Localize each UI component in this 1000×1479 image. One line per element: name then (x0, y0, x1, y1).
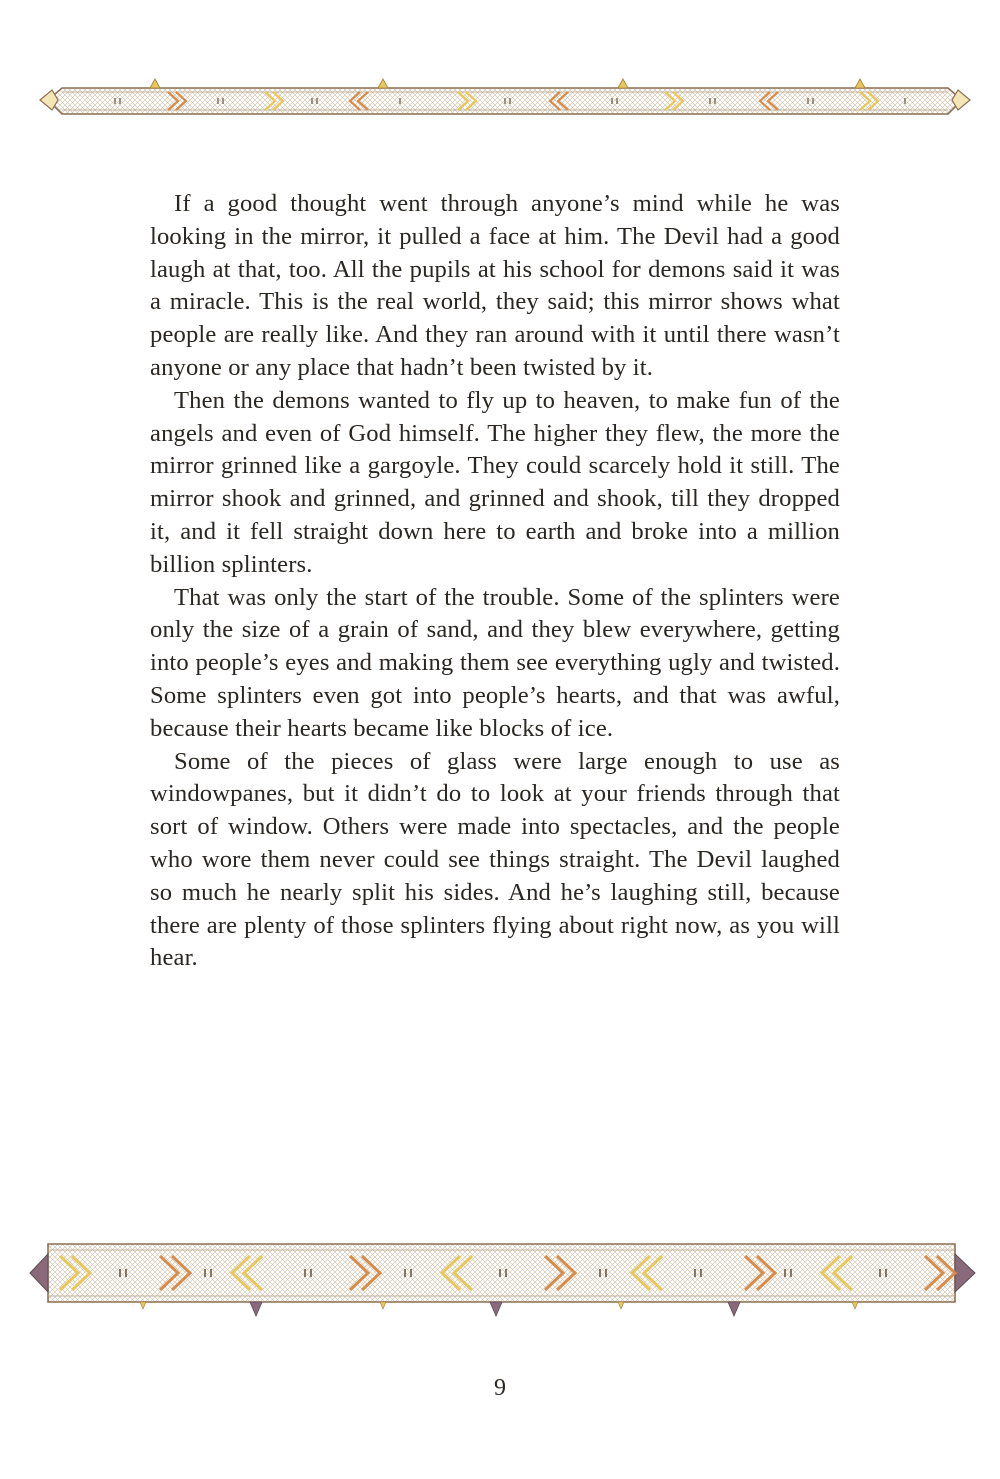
ornamental-border-top (0, 70, 1000, 130)
paragraph-2: Then the demons wanted to fly up to heaven, to make fun of the angels and even of God himself. The higher they flew, the more the mirror grinned like a gargoyle. They could scarcely hold it still. The mirror shook and grinned, and grinned and shook, till they dropped it, and it fell straight down here to earth and broke into a million billion splinters. (150, 386, 840, 578)
border-bottom-art (0, 1232, 1000, 1332)
ornamental-border-bottom (0, 1232, 1000, 1332)
paragraph-3: That was only the start of the trouble. Some of the splinters were only the size of a grain of sand, and they blew everywhere, getting into people’s eyes and making them see everything ugly and twisted. Some splinters even got into people’s hearts, and that was awful, because their hearts became like blocks of ice. (150, 583, 840, 742)
page-number: 9 (494, 1375, 506, 1401)
border-top-art (0, 70, 1000, 130)
paragraph-4: Some of the pieces of glass were large enough to use as windowpanes, but it didn’t do to look at your friends through that sort of window. Others were made into spectacles, and the people who wore them never could see things straight. The Devil laughed so much he nearly split his sides. And he’s laughing still, because there are plenty of those splinters flying about right now, as you will hear. (150, 747, 840, 972)
paragraph-1: If a good thought went through anyone’s mind while he was looking in the mirror, it pulled a face at him. The Devil had a good laugh at that, too. All the pupils at his school for demons said it was a miracle. This is the real world, they said; this mirror shows what people are really like. And they ran around with it until there wasn’t anyone or any place that hadn’t been twisted by it. (150, 190, 840, 381)
story-text (150, 188, 840, 975)
